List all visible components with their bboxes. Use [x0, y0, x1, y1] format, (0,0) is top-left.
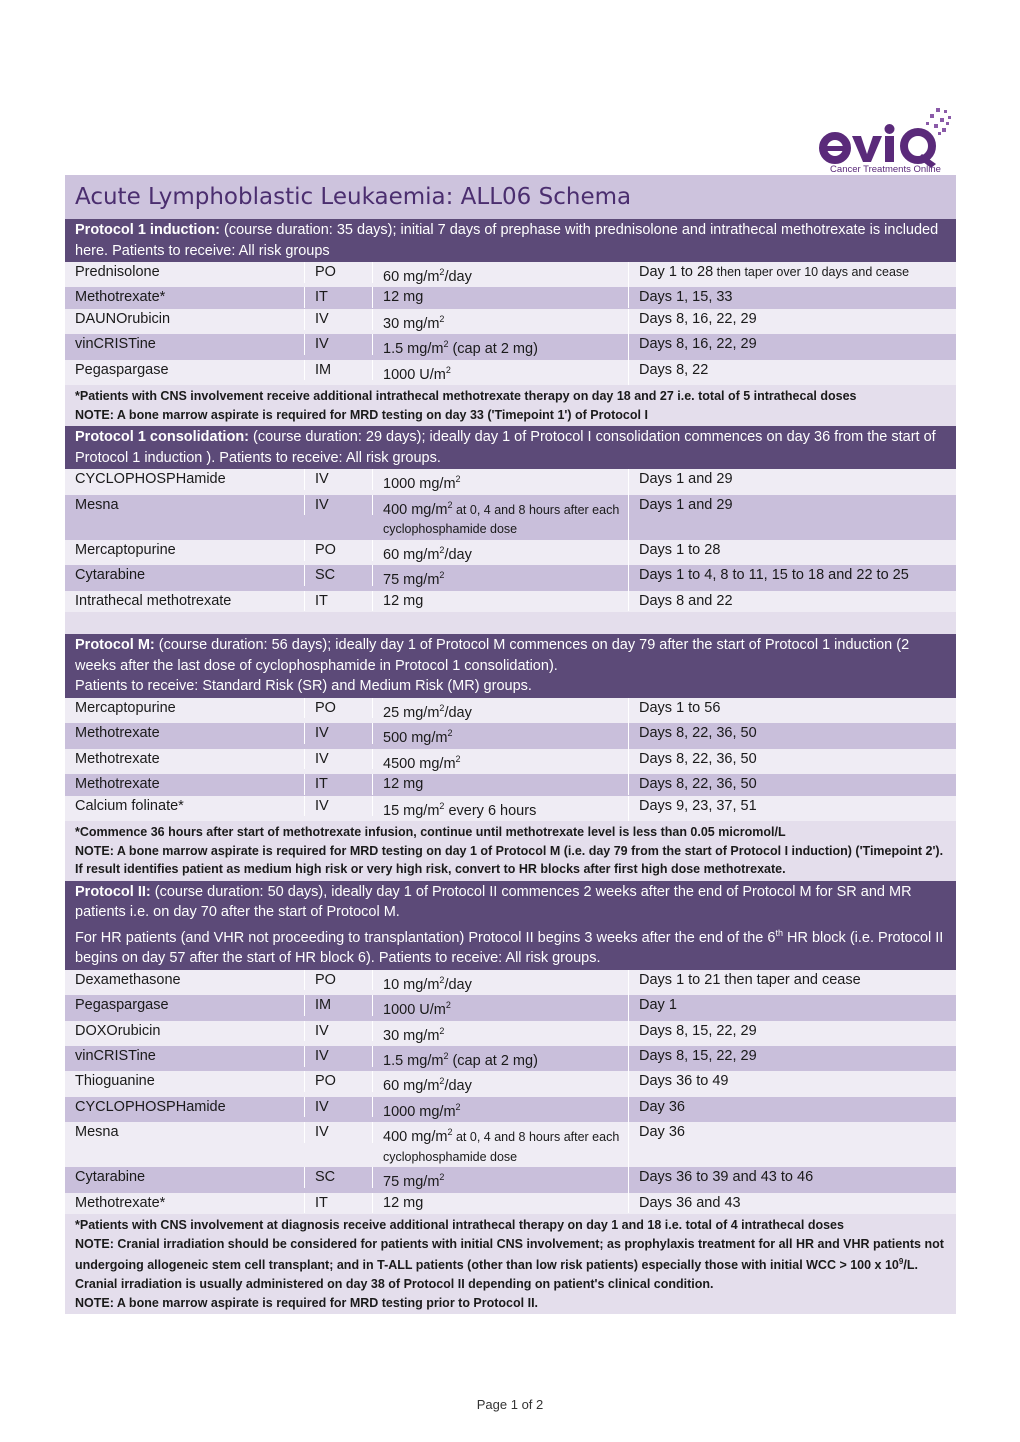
superscript: 2	[439, 570, 445, 581]
section-heading: Protocol 1 induction:	[75, 222, 220, 238]
route: SC	[305, 1167, 373, 1188]
route: IV	[305, 469, 373, 490]
dose-value: 60 mg/m	[383, 268, 440, 285]
schedule-days	[629, 1046, 956, 1067]
table-row	[65, 723, 956, 748]
days-value: Days 8, 15, 22, 29	[639, 1048, 757, 1064]
dose-value: 1000 U/m	[383, 366, 446, 383]
superscript: 2	[439, 702, 445, 713]
route: PO	[305, 1071, 373, 1092]
drug-name: CYCLOPHOSPHamide	[65, 469, 305, 490]
protocol-1-induction-rows	[65, 262, 956, 385]
days-value: Days 8 and 22	[639, 592, 733, 609]
days-value: Days 8, 22, 36, 50	[639, 750, 757, 767]
note-text: NOTE: Cranial irradiation should be considered for patients with initial CNS involvement; as prophylaxis treatment for all HR and VHR patients not undergoing allogeneic stem cell transplant; and in T-ALL patients (other than low risk patients) especially those with initial WCC > 100 x 10	[75, 1236, 944, 1273]
superscript: 2	[445, 1000, 451, 1011]
days-value: Days 1 to 56	[639, 699, 721, 716]
table-row	[65, 1122, 956, 1167]
drug-name: Mesna	[65, 495, 305, 516]
note-text: /L. Cranial irradiation is usually administered on day 38 of Protocol II depending on patient's clinical condition.	[75, 1258, 918, 1292]
table-row	[65, 1167, 956, 1192]
superscript: 2	[443, 339, 449, 350]
dose-value: 500 mg/m	[383, 730, 448, 747]
schedule-days	[629, 334, 956, 355]
drug-name: DAUNOrubicin	[65, 309, 305, 330]
section-description: (course duration: 29 days); ideally day 1 of Protocol I consolidation commences on day 36 from the start of Protocol 1 induction ). Patients to receive: All risk groups.	[75, 429, 936, 466]
superscript: 2	[445, 364, 451, 375]
superscript: 9	[898, 1257, 904, 1267]
protocol-m-header	[65, 634, 956, 698]
route: IV	[305, 749, 373, 770]
table-row	[65, 309, 956, 334]
schedule-days	[629, 495, 956, 516]
protocol-m-rows	[65, 698, 956, 821]
section-heading: Protocol 1 consolidation:	[75, 429, 250, 446]
superscript: 2	[443, 1051, 449, 1061]
dose	[373, 1193, 629, 1214]
section-description: Patients to receive: Standard Risk (SR) and Medium Risk (MR) groups.	[75, 678, 532, 695]
days-value: Days 8, 16, 22, 29	[639, 336, 757, 353]
drug-name: Methotrexate*	[65, 1193, 305, 1214]
drug-name: Methotrexate	[65, 774, 305, 795]
drug-name: Methotrexate	[65, 723, 305, 744]
schema-table	[65, 175, 956, 1314]
dose	[373, 995, 629, 1020]
table-row	[65, 495, 956, 540]
dose-value: 75 mg/m	[383, 572, 440, 589]
dose	[373, 469, 629, 494]
dose	[373, 495, 629, 540]
superscript: 2	[455, 1101, 461, 1112]
dose-value: 1000 U/m	[383, 1001, 446, 1018]
dose	[373, 309, 629, 334]
drug-name: Methotrexate*	[65, 287, 305, 308]
drug-name: Mesna	[65, 1122, 305, 1143]
table-row	[65, 774, 956, 796]
days-value: Day 36	[639, 1098, 685, 1115]
note-line: NOTE: A bone marrow aspirate is required for MRD testing on day 33 ('Timepoint 1') of Protocol I	[75, 407, 648, 422]
route: IM	[305, 360, 373, 381]
dose-value: 10 mg/m	[383, 976, 440, 993]
dose-detail: /day	[444, 1078, 472, 1095]
dose	[373, 591, 629, 612]
table-row	[65, 796, 956, 821]
page-number: Page 1 of 2	[476, 1397, 544, 1412]
schedule-days	[629, 469, 956, 490]
route: IV	[305, 796, 373, 817]
section-description: HR block (i.e. Protocol II begins on day 57 after the start of HR block 6). Patients to receive: All risk groups.	[75, 929, 944, 967]
dose-value: 400 mg/m	[383, 501, 448, 518]
route: SC	[305, 565, 373, 586]
dose-value: 12 mg	[383, 592, 424, 609]
dose	[373, 1071, 629, 1096]
days-value: Days 36 to 39 and 43 to 46	[639, 1169, 814, 1186]
route: IT	[305, 774, 373, 795]
dose	[373, 698, 629, 723]
table-row	[65, 995, 956, 1020]
dose	[373, 287, 629, 308]
days-value: Day 1 to 28	[639, 264, 714, 280]
route: PO	[305, 970, 373, 991]
schedule-days	[629, 723, 956, 744]
section-description: For HR patients (and VHR not proceeding to transplantation) Protocol II begins 3 weeks after the end of the 6	[75, 929, 776, 946]
schedule-days	[629, 262, 956, 283]
route: IT	[305, 591, 373, 612]
days-value: Days 1 and 29	[639, 471, 733, 488]
dose-value: 12 mg	[383, 1194, 424, 1211]
drug-name: Methotrexate	[65, 749, 305, 770]
note-line	[75, 1235, 946, 1294]
note-line: *Patients with CNS involvement receive additional intrathecal methotrexate therapy on day 18 and 27 i.e. total of 5 intrathecal doses	[75, 389, 857, 404]
table-row	[65, 262, 956, 287]
schedule-days	[629, 698, 956, 719]
days-value: Days 8, 22, 36, 50	[639, 725, 757, 742]
section-notes	[65, 821, 956, 881]
superscript: 2	[439, 1076, 445, 1087]
schedule-days	[629, 774, 956, 795]
route: PO	[305, 698, 373, 719]
table-row	[65, 1193, 956, 1215]
drug-name: Thioguanine	[65, 1071, 305, 1092]
section-description: (course duration: 35 days); initial 7 days of prephase with prednisolone and intrathecal methotrexate is included here. Patients to receive: All risk groups	[75, 222, 939, 259]
superscript: 2	[439, 314, 445, 325]
dose-value: 12 mg	[383, 776, 424, 793]
section-notes	[65, 385, 956, 426]
route: IV	[305, 1046, 373, 1067]
note-line: NOTE: A bone marrow aspirate is required for MRD testing prior to Protocol II.	[75, 1295, 539, 1310]
section-spacer	[65, 612, 956, 634]
days-value: Day 1	[639, 997, 677, 1014]
drug-name: vinCRISTine	[65, 334, 305, 355]
dose	[373, 774, 629, 795]
days-value: Days 1 to 4, 8 to 11, 15 to 18 and 22 to 25	[639, 567, 909, 584]
route: IT	[305, 1193, 373, 1214]
section-description: (course duration: 56 days); ideally day 1 of Protocol M commences on day 79 after the start of Protocol 1 induction (2 weeks after the last dose of cyclophosphamide in Protocol 1 consolidation).	[75, 637, 910, 674]
drug-name: vinCRISTine	[65, 1046, 305, 1067]
schedule-days	[629, 309, 956, 330]
superscript: 2	[439, 1172, 445, 1183]
superscript: 2	[455, 474, 461, 485]
days-value: Day 36	[639, 1124, 685, 1141]
protocol-1-induction-header	[65, 219, 956, 262]
table-row	[65, 970, 956, 995]
table-row	[65, 591, 956, 613]
schedule-days	[629, 970, 956, 991]
dose-value: 1000 mg/m	[383, 1103, 456, 1120]
table-row	[65, 360, 956, 385]
dose	[373, 723, 629, 748]
dose-detail: /day	[444, 546, 472, 563]
drug-name: Calcium folinate*	[65, 796, 305, 817]
superscript: 2	[439, 974, 445, 985]
dose-value: 75 mg/m	[383, 1174, 440, 1191]
days-value: Days 8, 15, 22, 29	[639, 1022, 757, 1039]
dose-detail: (cap at 2 mg)	[448, 341, 538, 358]
table-row	[65, 1046, 956, 1071]
page-title: Acute Lymphoblastic Leukaemia: ALL06 Schema	[65, 175, 956, 219]
schedule-days	[629, 796, 956, 817]
section-description: (course duration: 50 days), ideally day 1 of Protocol II commences 2 weeks after the end of Protocol M for SR and MR patients i.e. on day 70 after the start of Protocol M.	[75, 883, 912, 921]
route: IV	[305, 309, 373, 330]
table-row	[65, 565, 956, 590]
dose-detail: at 0, 4 and 8 hours after each cyclophosphamide dose	[383, 502, 620, 537]
superscript: 2	[439, 800, 445, 811]
dose-detail: /day	[444, 976, 472, 993]
table-row	[65, 334, 956, 359]
route: PO	[305, 262, 373, 283]
superscript: 2	[439, 544, 445, 555]
table-row	[65, 469, 956, 494]
days-value: Days 8, 22	[639, 361, 709, 378]
section-heading: Protocol II:	[75, 883, 151, 900]
section-heading: Protocol M:	[75, 637, 155, 654]
schedule-days	[629, 1097, 956, 1118]
superscript: th	[775, 927, 783, 938]
drug-name: CYCLOPHOSPHamide	[65, 1097, 305, 1118]
route: IV	[305, 495, 373, 516]
dose	[373, 1097, 629, 1122]
drug-name: Pegaspargase	[65, 995, 305, 1016]
logo-tagline: Cancer Treatments Online	[830, 164, 941, 175]
dose-value: 1.5 mg/m	[383, 341, 444, 358]
note-line: NOTE: A bone marrow aspirate is required for MRD testing on day 1 of Protocol M (i.e. day 79 from the start of Protocol I induction) ('Timepoint 2'). If result identifies patient as medium high risk or very high risk, convert to HR blocks after first high dose methotrexate.	[75, 843, 944, 877]
schedule-days	[629, 287, 956, 308]
table-row	[65, 1021, 956, 1046]
dose-value: 30 mg/m	[383, 1027, 440, 1044]
schedule-days	[629, 591, 956, 612]
schedule-days	[629, 995, 956, 1016]
dose-detail: (cap at 2 mg)	[448, 1052, 538, 1069]
dose	[373, 334, 629, 359]
dose	[373, 360, 629, 385]
table-row	[65, 749, 956, 774]
days-value: Days 9, 23, 37, 51	[639, 797, 757, 814]
dose-value: 400 mg/m	[383, 1129, 448, 1146]
dose	[373, 565, 629, 590]
route: IV	[305, 1097, 373, 1118]
superscript: 2	[455, 753, 461, 764]
dose	[373, 262, 629, 287]
route: IV	[305, 723, 373, 744]
protocol-1-consolidation-header	[65, 426, 956, 469]
dose	[373, 796, 629, 821]
dose-detail: at 0, 4 and 8 hours after each cyclophosphamide dose	[383, 1130, 620, 1164]
days-value: Days 1, 15, 33	[639, 289, 733, 306]
days-detail: then taper over 10 days and cease	[713, 265, 910, 279]
dose-detail: /day	[444, 268, 472, 285]
days-value: Days 1 and 29	[639, 496, 733, 513]
days-value: Days 1 to 28	[639, 541, 721, 558]
dose	[373, 540, 629, 565]
protocol-2-rows	[65, 970, 956, 1215]
schedule-days	[629, 360, 956, 381]
table-row	[65, 1097, 956, 1122]
drug-name: Cytarabine	[65, 565, 305, 586]
schedule-days	[629, 540, 956, 561]
schedule-days	[629, 749, 956, 770]
route: IV	[305, 334, 373, 355]
table-row	[65, 698, 956, 723]
dose-value: 60 mg/m	[383, 546, 440, 563]
superscript: 2	[447, 728, 453, 739]
dose	[373, 1167, 629, 1192]
days-value: Days 36 to 49	[639, 1073, 729, 1090]
drug-name: Mercaptopurine	[65, 540, 305, 561]
section-notes	[65, 1214, 956, 1314]
route: PO	[305, 540, 373, 561]
dose	[373, 970, 629, 995]
superscript: 2	[439, 1025, 445, 1036]
schedule-days	[629, 565, 956, 586]
schedule-days	[629, 1122, 956, 1143]
dose	[373, 1122, 629, 1167]
superscript: 2	[439, 267, 445, 277]
drug-name: Cytarabine	[65, 1167, 305, 1188]
dose-value: 60 mg/m	[383, 1078, 440, 1095]
dose-value: 1000 mg/m	[383, 476, 456, 493]
drug-name: Dexamethasone	[65, 970, 305, 991]
days-value: Days 8, 22, 36, 50	[639, 776, 757, 793]
schedule-days	[629, 1021, 956, 1042]
route: IV	[305, 1021, 373, 1042]
days-value: Days 36 and 43	[639, 1194, 741, 1211]
schedule-days	[629, 1193, 956, 1214]
dose-value: 30 mg/m	[383, 315, 440, 332]
drug-name: Pegaspargase	[65, 360, 305, 381]
route: IM	[305, 995, 373, 1016]
superscript: 2	[447, 1127, 453, 1138]
table-row	[65, 540, 956, 565]
days-value: Days 8, 16, 22, 29	[639, 311, 757, 328]
note-line: *Patients with CNS involvement at diagnosis receive additional intrathecal therapy on day 1 and 18 i.e. total of 4 intrathecal doses	[75, 1218, 844, 1233]
schedule-days	[629, 1071, 956, 1092]
dose-value: 4500 mg/m	[383, 755, 456, 772]
dose-value: 12 mg	[383, 289, 424, 306]
dose	[373, 1046, 629, 1071]
table-row	[65, 1071, 956, 1096]
route: IT	[305, 287, 373, 308]
superscript: 2	[447, 499, 453, 510]
dose	[373, 749, 629, 774]
protocol-1-consolidation-rows	[65, 469, 956, 612]
drug-name: Mercaptopurine	[65, 698, 305, 719]
route: IV	[305, 1122, 373, 1143]
dose-value: 1.5 mg/m	[383, 1052, 444, 1069]
dose-detail: every 6 hours	[444, 802, 537, 819]
note-line: *Commence 36 hours after start of methotrexate infusion, continue until methotrexate level is less than 0.05 micromol/L	[75, 825, 786, 840]
drug-name: DOXOrubicin	[65, 1021, 305, 1042]
dose	[373, 1021, 629, 1046]
dose-value: 15 mg/m	[383, 802, 440, 819]
drug-name: Intrathecal methotrexate	[65, 591, 305, 612]
protocol-2-header	[65, 881, 956, 970]
days-value: Days 1 to 21 then taper and cease	[639, 971, 861, 988]
dose-detail: /day	[444, 704, 472, 721]
schedule-days	[629, 1167, 956, 1188]
drug-name: Prednisolone	[65, 262, 305, 283]
dose-value: 25 mg/m	[383, 704, 440, 721]
table-row	[65, 287, 956, 309]
